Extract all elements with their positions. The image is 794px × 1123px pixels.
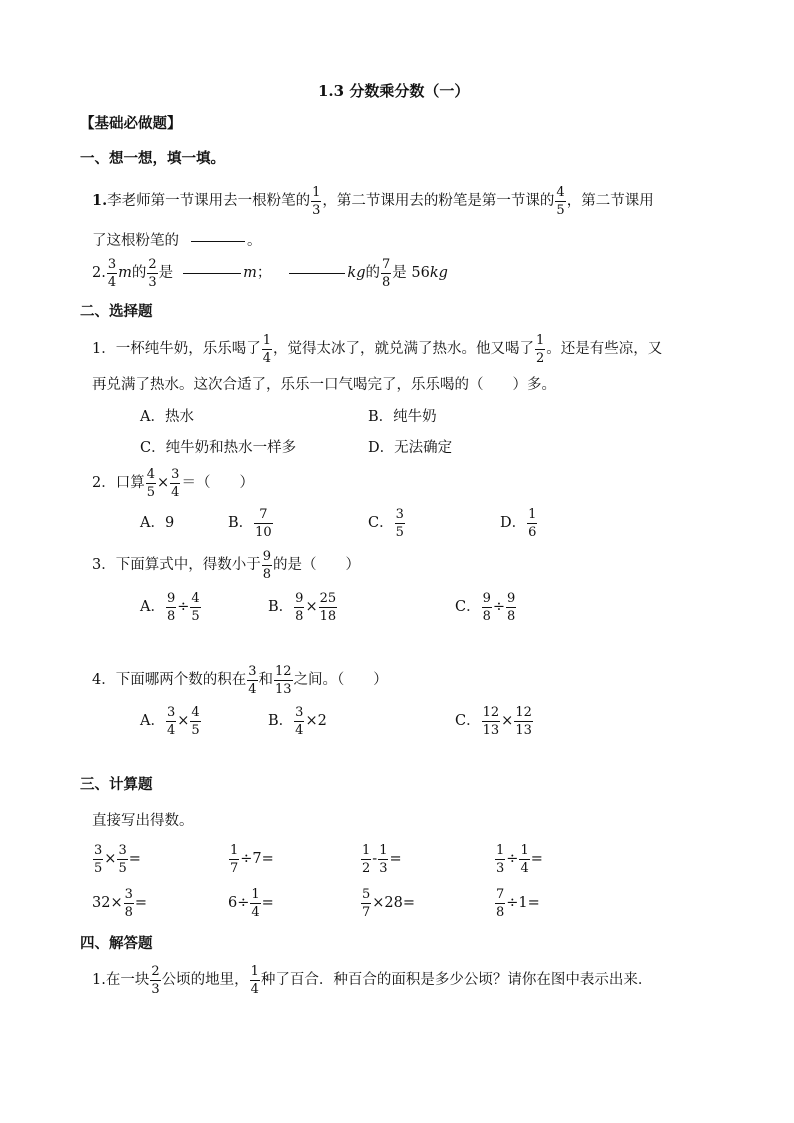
fraction: $\frac{4}{5}$ [146, 466, 156, 500]
fraction: $\frac{4}{5}$ [191, 590, 200, 624]
option-label: A． [140, 712, 165, 729]
s2-q3-text-a: 3．下面算式中，得数小于 [92, 556, 261, 573]
s2-q2-text-b: ＝（ ） [181, 474, 254, 491]
calc-item [228, 842, 274, 876]
option-a[interactable]: A．9 [140, 515, 175, 531]
equals: = [389, 850, 402, 867]
calc-item [360, 842, 402, 876]
fraction: $\frac{3}{4}$ [171, 466, 180, 500]
operator: ×2 [305, 712, 327, 729]
text: 是 [158, 264, 174, 281]
fraction: $\frac{1}{4}$ [262, 332, 272, 366]
calc-item [92, 842, 141, 876]
text: 是 56 [392, 264, 430, 281]
answer-blank[interactable] [183, 272, 241, 274]
operator: - [372, 850, 378, 867]
option-c[interactable]: C．纯牛奶和热水一样多 [140, 440, 297, 456]
option-b[interactable] [228, 506, 274, 540]
times-sign: × [157, 474, 170, 491]
text: 的 [131, 264, 147, 281]
s2-q3-line [92, 548, 360, 582]
section-1-heading: 一、想一想，填一填。 [80, 150, 225, 167]
option-label: B． [268, 598, 294, 615]
operator: × [501, 712, 514, 729]
fraction: $\frac{1}{2}$ [362, 842, 371, 876]
s1-q1-text-a: 李老师第一节课用去一根粉笔的 [107, 192, 311, 209]
s4-q1-text-b: 公顷的地里， [161, 971, 249, 988]
operator: × [177, 712, 190, 729]
s4-q1-text-c: 种了百合．种百合的面积是多少公顷？请你在图中表示出来． [260, 971, 653, 988]
s2-q1-text-a: 1．一杯纯牛奶，乐乐喝了 [92, 340, 261, 357]
option-b[interactable] [268, 704, 327, 738]
fraction: $\frac{3}{4}$ [107, 256, 117, 290]
fraction: $\frac{7}{8}$ [496, 886, 505, 920]
fraction: $\frac{2}{3}$ [151, 963, 160, 997]
operand: 6÷ [228, 894, 250, 911]
s2-q3-text-b: 的是（ ） [273, 556, 361, 573]
fraction: $\frac{7}{10}$ [255, 506, 272, 540]
option-label: C． [368, 514, 394, 531]
option-b[interactable] [268, 590, 338, 624]
s2-q4-line [92, 663, 388, 697]
answer-blank[interactable] [289, 272, 345, 274]
operator: ÷ [492, 598, 506, 615]
equals: = [134, 894, 148, 911]
fraction: $\frac{1}{4}$ [250, 963, 259, 997]
page-title: 1.3 分数乘分数（一） [318, 82, 470, 100]
equals: = [530, 850, 543, 867]
fraction: $\frac{1}{3}$ [496, 842, 505, 876]
s1-q1-text-b: ，第二节课用去的粉笔是第一节课的 [322, 192, 555, 209]
fraction: $\frac{1}{3}$ [379, 842, 388, 876]
fraction: $\frac{5}{7}$ [362, 886, 371, 920]
operator: ÷ [506, 850, 519, 867]
s2-q2-text-a: 2．口算 [92, 474, 145, 491]
fraction: $\frac{9}{8}$ [262, 548, 272, 582]
fraction: $\frac{3}{8}$ [124, 886, 133, 920]
text: 和 [258, 671, 274, 688]
s4-q1-line [92, 962, 652, 998]
fraction: $\frac{9}{8}$ [507, 590, 516, 624]
fraction: $\frac{25}{18}$ [319, 590, 337, 624]
fraction: $\frac{1}{3}$ [312, 184, 321, 218]
operator: ÷1= [506, 894, 540, 911]
s2-q1-text-c: 。还是有些凉，又 [546, 340, 663, 357]
fraction: $\frac{12}{13}$ [482, 704, 500, 738]
option-d[interactable]: D．无法确定 [368, 440, 453, 456]
unit-kg: kg [429, 264, 448, 281]
option-a[interactable] [140, 704, 202, 738]
equals: = [128, 850, 141, 867]
section-4-heading: 四、解答题 [80, 935, 153, 952]
fraction: $\frac{3}{4}$ [248, 663, 257, 697]
section-3-heading: 三、计算题 [80, 776, 153, 793]
fraction: $\frac{1}{7}$ [230, 842, 239, 876]
option-c[interactable] [455, 590, 517, 624]
option-c[interactable] [455, 704, 534, 738]
s2-q1-text-b: ，觉得太冰了，就兑满了热水。他又喝了 [273, 340, 535, 357]
fraction: $\frac{4}{5}$ [191, 704, 200, 738]
option-label: C． [455, 598, 481, 615]
fraction: $\frac{12}{13}$ [275, 663, 292, 697]
fraction: $\frac{3}{4}$ [295, 704, 304, 738]
calc-item [228, 886, 274, 920]
option-label: B． [268, 712, 294, 729]
fraction: $\frac{1}{2}$ [536, 332, 545, 366]
operator: × [104, 850, 117, 867]
option-c[interactable] [368, 506, 406, 540]
s1-q1-text-c: ，第二节课用 [566, 192, 654, 209]
s1-q2-line [92, 256, 448, 290]
option-a[interactable] [140, 590, 202, 624]
equals: = [261, 894, 274, 911]
option-label: D． [500, 514, 527, 531]
s1-q2-number: 2. [92, 264, 106, 281]
fraction: $\frac{12}{13}$ [515, 704, 532, 738]
fraction: $\frac{1}{4}$ [520, 842, 529, 876]
fraction: $\frac{3}{5}$ [94, 842, 103, 876]
calc-item [494, 886, 540, 920]
s2-q1-line1 [92, 331, 662, 367]
fraction: $\frac{4}{5}$ [556, 184, 565, 218]
s2-q1-line2: 再兑满了热水。这次合适了，乐乐一口气喝完了，乐乐喝的（ ）多。 [92, 377, 556, 393]
calc-item [494, 842, 543, 876]
section-2-heading: 二、选择题 [80, 303, 153, 320]
option-label: A． [140, 598, 165, 615]
fraction: $\frac{3}{5}$ [118, 842, 127, 876]
unit-m: m [118, 264, 132, 281]
fraction: $\frac{9}{8}$ [482, 590, 491, 624]
s2-q2-line [92, 466, 254, 500]
operand: 32× [92, 894, 123, 911]
s2-q4-text-b: 之间。（ ） [293, 671, 388, 688]
operator: ×28= [372, 894, 416, 911]
s1-q1-line2 [92, 231, 262, 251]
fraction: $\frac{3}{5}$ [395, 506, 404, 540]
text: ； [256, 264, 272, 281]
operator: ÷7= [240, 850, 274, 867]
answer-blank[interactable] [191, 240, 245, 242]
calc-item [92, 886, 147, 920]
unit-m: m [243, 264, 257, 281]
fraction: $\frac{9}{8}$ [295, 590, 304, 624]
option-label: C． [455, 712, 481, 729]
text: 的 [365, 264, 380, 281]
s1-q1-number: 1. [92, 191, 108, 209]
s3-intro: 直接写出得数。 [92, 813, 194, 829]
operator: × [305, 598, 318, 615]
option-a[interactable]: A．热水 [140, 409, 194, 425]
fraction: $\frac{9}{8}$ [166, 590, 176, 624]
fraction: $\frac{2}{3}$ [148, 256, 157, 290]
s1-q1-end: 。 [247, 232, 262, 249]
s1-q1-line1 [92, 184, 654, 218]
section-basic: 【基础必做题】 [80, 115, 182, 132]
s1-q1-line2-text: 了这根粉笔的 [92, 232, 179, 249]
unit-kg: kg [347, 264, 366, 281]
option-label: B． [228, 514, 254, 531]
fraction: $\frac{1}{6}$ [528, 506, 537, 540]
fraction: $\frac{1}{4}$ [251, 886, 260, 920]
operator: ÷ [177, 598, 190, 615]
s4-q1-text-a: 1.在一块 [92, 971, 150, 988]
fraction: $\frac{7}{8}$ [381, 256, 391, 290]
option-b[interactable]: B．纯牛奶 [368, 409, 437, 425]
option-d[interactable] [500, 506, 538, 540]
calc-item [360, 886, 415, 920]
fraction: $\frac{3}{4}$ [166, 704, 176, 738]
s2-q4-text-a: 4．下面哪两个数的积在 [92, 671, 247, 688]
